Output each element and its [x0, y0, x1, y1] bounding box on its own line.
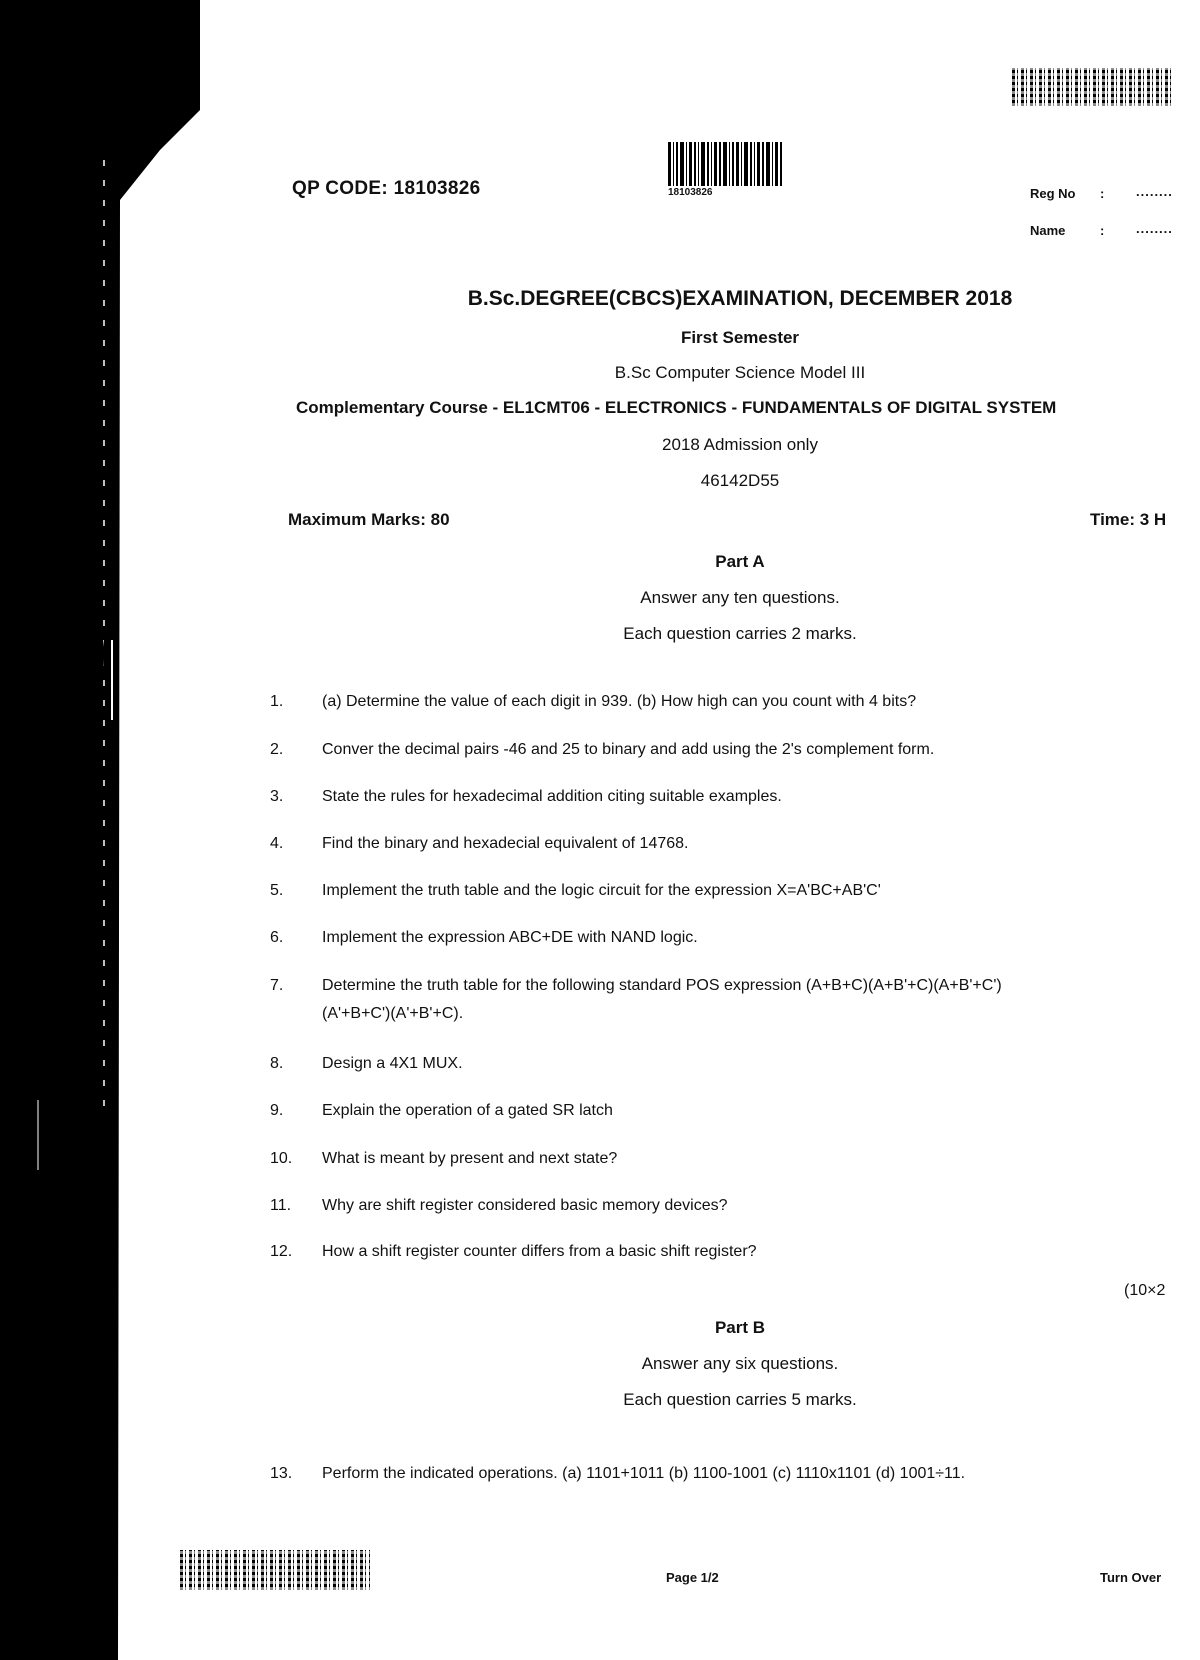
question-item	[270, 1145, 617, 1173]
scan-shadow-edge	[0, 0, 200, 1660]
question-item	[270, 1097, 613, 1125]
exam-title: B.Sc.DEGREE(CBCS)EXAMINATION, DECEMBER 2018	[467, 287, 1013, 310]
question-number: 2.	[270, 741, 284, 758]
top-right-barcode	[1012, 68, 1172, 106]
admission-note: 2018 Admission only	[662, 435, 818, 454]
question-item	[270, 924, 698, 952]
question-text: (a) Determine the value of each digit in 939. (b) How high can you count with 4 bits?	[322, 693, 917, 710]
turn-over-note: Turn Over	[1100, 1570, 1162, 1585]
question-text: How a shift register counter differs from a basic shift register?	[322, 1243, 757, 1260]
question-number: 7.	[270, 977, 284, 994]
question-text: Explain the operation of a gated SR latch	[322, 1102, 613, 1119]
part-a-total-marks: (10×2	[1124, 1282, 1166, 1299]
question-number: 6.	[270, 929, 284, 946]
name-label: Name	[1030, 223, 1066, 238]
paper-code: 46142D55	[700, 471, 780, 490]
question-number: 13.	[270, 1465, 293, 1482]
maximum-marks: Maximum Marks: 80	[288, 510, 450, 529]
question-text: Determine the truth table for the following standard POS expression (A+B+C)(A+B'+C)(A+B'+C')	[322, 977, 1002, 994]
semester: First Semester	[680, 328, 800, 347]
question-number: 3.	[270, 788, 284, 805]
part-a-title: Part A	[715, 552, 765, 571]
question-item	[270, 688, 916, 716]
question-text: Perform the indicated operations. (a) 1101+1011 (b) 1100-1001 (c) 1110x1101 (d) 1001÷11.	[322, 1465, 966, 1482]
question-item	[270, 877, 881, 905]
programme: B.Sc Computer Science Model III	[614, 363, 866, 382]
question-item	[270, 736, 934, 764]
question-text: Design a 4X1 MUX.	[322, 1055, 463, 1072]
question-text: Implement the truth table and the logic circuit for the expression X=A'BC+AB'C'	[322, 882, 881, 899]
page-number: Page 1/2	[666, 1570, 719, 1585]
question-item	[270, 783, 782, 811]
question-item	[270, 1460, 965, 1488]
question-number: 12.	[270, 1243, 293, 1260]
question-number: 4.	[270, 835, 284, 852]
part-b-instruction: Answer any six questions.	[641, 1354, 839, 1373]
name-colon: :	[1100, 223, 1105, 238]
question-text: Conver the decimal pairs -46 and 25 to binary and add using the 2's complement form.	[322, 741, 935, 758]
footer-barcode	[180, 1550, 370, 1590]
reg-no-blank: ........	[1136, 184, 1173, 199]
question-item	[270, 1050, 463, 1078]
question-number: 11.	[270, 1197, 292, 1214]
exam-time: Time: 3 H	[1090, 510, 1167, 529]
qp-code: QP CODE: 18103826	[292, 178, 481, 199]
question-text: Implement the expression ABC+DE with NAND logic.	[322, 929, 698, 946]
question-number: 8.	[270, 1055, 284, 1072]
part-b-title: Part B	[714, 1318, 766, 1337]
question-number: 5.	[270, 882, 284, 899]
part-b-marks-note: Each question carries 5 marks.	[623, 1390, 857, 1409]
question-text: What is meant by present and next state?	[322, 1150, 618, 1167]
question-item	[270, 1238, 757, 1266]
question-text: Find the binary and hexadecial equivalent of 14768.	[322, 835, 689, 852]
part-a-instruction: Answer any ten questions.	[640, 588, 840, 607]
question-item	[270, 972, 1002, 1028]
question-text-continued: (A'+B+C')(A'+B'+C).	[322, 1005, 464, 1022]
center-barcode-icon	[668, 142, 784, 186]
reg-no-label: Reg No	[1030, 186, 1076, 201]
name-blank: ........	[1136, 221, 1173, 236]
question-text: Why are shift register considered basic memory devices?	[322, 1197, 728, 1214]
course-title: Complementary Course - EL1CMT06 - ELECTRONICS - FUNDAMENTALS OF DIGITAL SYSTEM	[296, 398, 1057, 417]
question-text: State the rules for hexadecimal addition citing suitable examples.	[322, 788, 782, 805]
question-number: 1.	[270, 693, 284, 710]
question-item	[270, 830, 688, 858]
reg-no-colon: :	[1100, 186, 1105, 201]
question-number: 10.	[270, 1150, 293, 1167]
barcode-number: 18103826	[668, 187, 713, 198]
question-item	[270, 1192, 728, 1220]
question-number: 9.	[270, 1102, 284, 1119]
part-a-marks-note: Each question carries 2 marks.	[623, 624, 857, 643]
